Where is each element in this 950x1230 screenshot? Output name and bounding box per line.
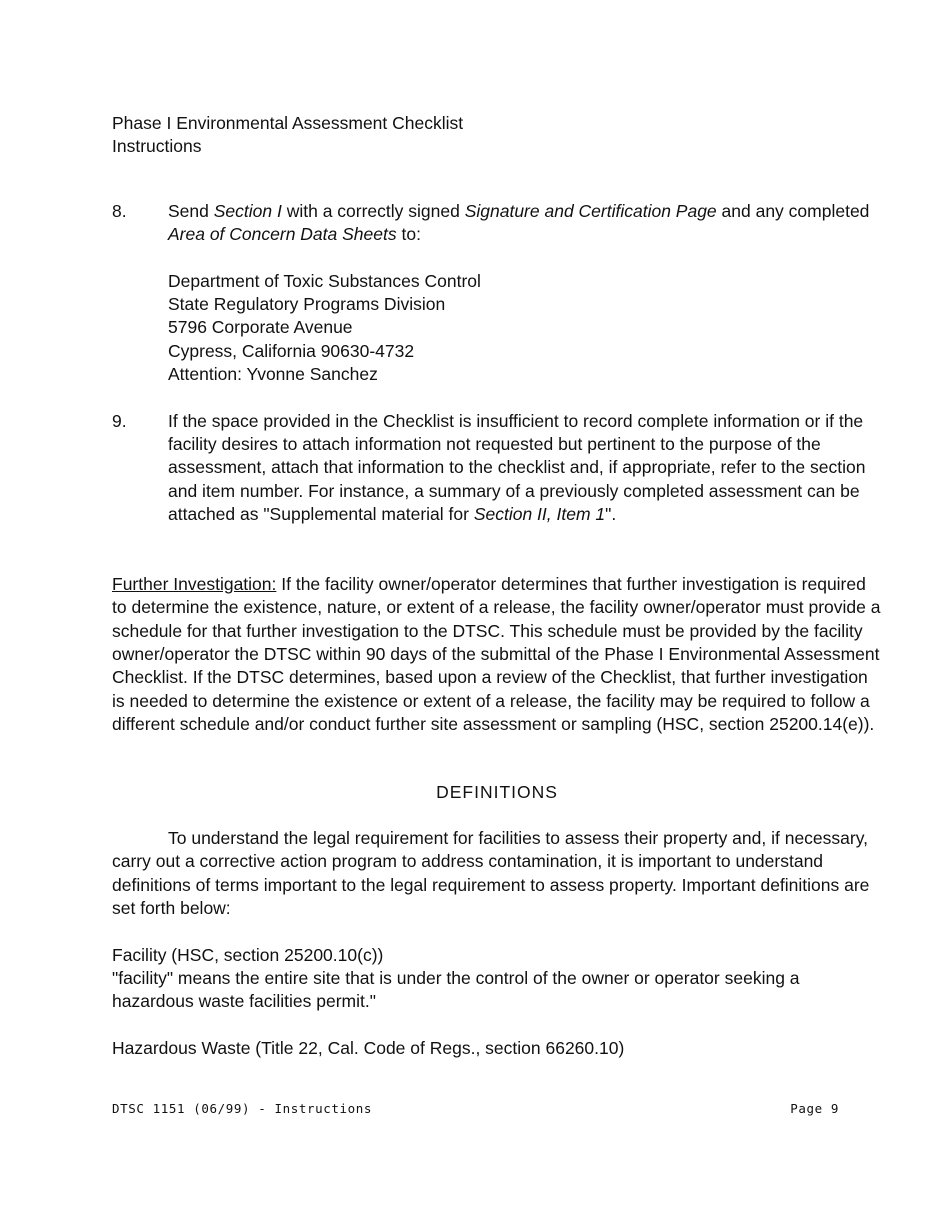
definition-title: Facility (HSC, section 25200.10(c)) <box>112 944 384 965</box>
definition-text: "facility" means the entire site that is under the control of the owner or operator seeking a hazardous waste facilities permit." <box>112 967 800 1012</box>
section-reference: Section II, Item 1 <box>473 504 606 525</box>
further-investigation-paragraph <box>112 573 882 737</box>
document-title: Phase I Environmental Assessment Checklist <box>112 113 464 133</box>
text-run: Send <box>168 200 214 221</box>
address-line: Department of Toxic Substances Control <box>168 270 481 291</box>
text-run: and any completed <box>716 200 870 221</box>
page-number: Page 9 <box>790 1101 839 1116</box>
definitions-heading: DEFINITIONS <box>436 781 558 802</box>
definitions-intro: To understand the legal requirement for facilities to assess their property and, if necessary, carry out a corrective action program to address contamination, it is important to understand definitions of terms important to the legal requirement to assess property. Important definitions are set forth below: <box>112 827 870 919</box>
form-identifier: DTSC 1151 (06/99) - Instructions <box>112 1101 373 1116</box>
definition-hazardous-waste <box>112 1037 882 1060</box>
signature-page-reference: Signature and Certification Page <box>464 200 717 221</box>
item-number: 9. <box>112 410 127 431</box>
definition-title: Hazardous Waste (Title 22, Cal. Code of Regs., section 66260.10) <box>112 1037 625 1058</box>
further-investigation-label: Further Investigation: <box>112 573 277 594</box>
mailing-address <box>168 270 882 387</box>
item-number: 8. <box>112 200 127 221</box>
item-text <box>168 200 882 247</box>
address-line: 5796 Corporate Avenue <box>168 317 353 338</box>
document-header <box>112 112 882 159</box>
instruction-item-8 <box>112 200 882 247</box>
document-subtitle: Instructions <box>112 136 202 157</box>
page-content <box>112 112 882 1060</box>
address-line: Attention: Yvonne Sanchez <box>168 364 378 385</box>
address-line: State Regulatory Programs Division <box>168 294 446 315</box>
data-sheets-reference: Area of Concern Data Sheets <box>168 224 397 245</box>
address-line: Cypress, California 90630-4732 <box>168 340 415 361</box>
definition-facility <box>112 944 882 1014</box>
text-run: If the space provided in the Checklist is insufficient to record complete information or if the facility desires to attach information not requested but pertinent to the purpose of the assessment, attach that information to the checklist and, if appropriate, refer to the section and item number. For instance, a summary of a previously completed assessment can be attached as "Supplemental material for <box>168 410 866 525</box>
item-text <box>168 410 882 527</box>
text-run: with a correctly signed <box>281 200 465 221</box>
instruction-item-9 <box>112 410 882 527</box>
text-run: to: <box>396 224 421 245</box>
text-run: ". <box>605 504 617 525</box>
section-reference: Section I <box>213 200 282 221</box>
further-investigation-text: If the facility owner/operator determines that further investigation is required to determine the existence, nature, or extent of a release, the facility owner/operator must provide a schedule for that further investigation to the DTSC. This schedule must be provided by the facility owner/operator the DTSC within 90 days of the submittal of the Phase I Environmental Assessment Checklist. If the DTSC determines, based upon a review of the Checklist, that further investigation is needed to determine the existence or extent of a release, the facility may be required to follow a different schedule and/or conduct further site assessment or sampling (HSC, section 25200.14(e)). <box>112 573 881 735</box>
